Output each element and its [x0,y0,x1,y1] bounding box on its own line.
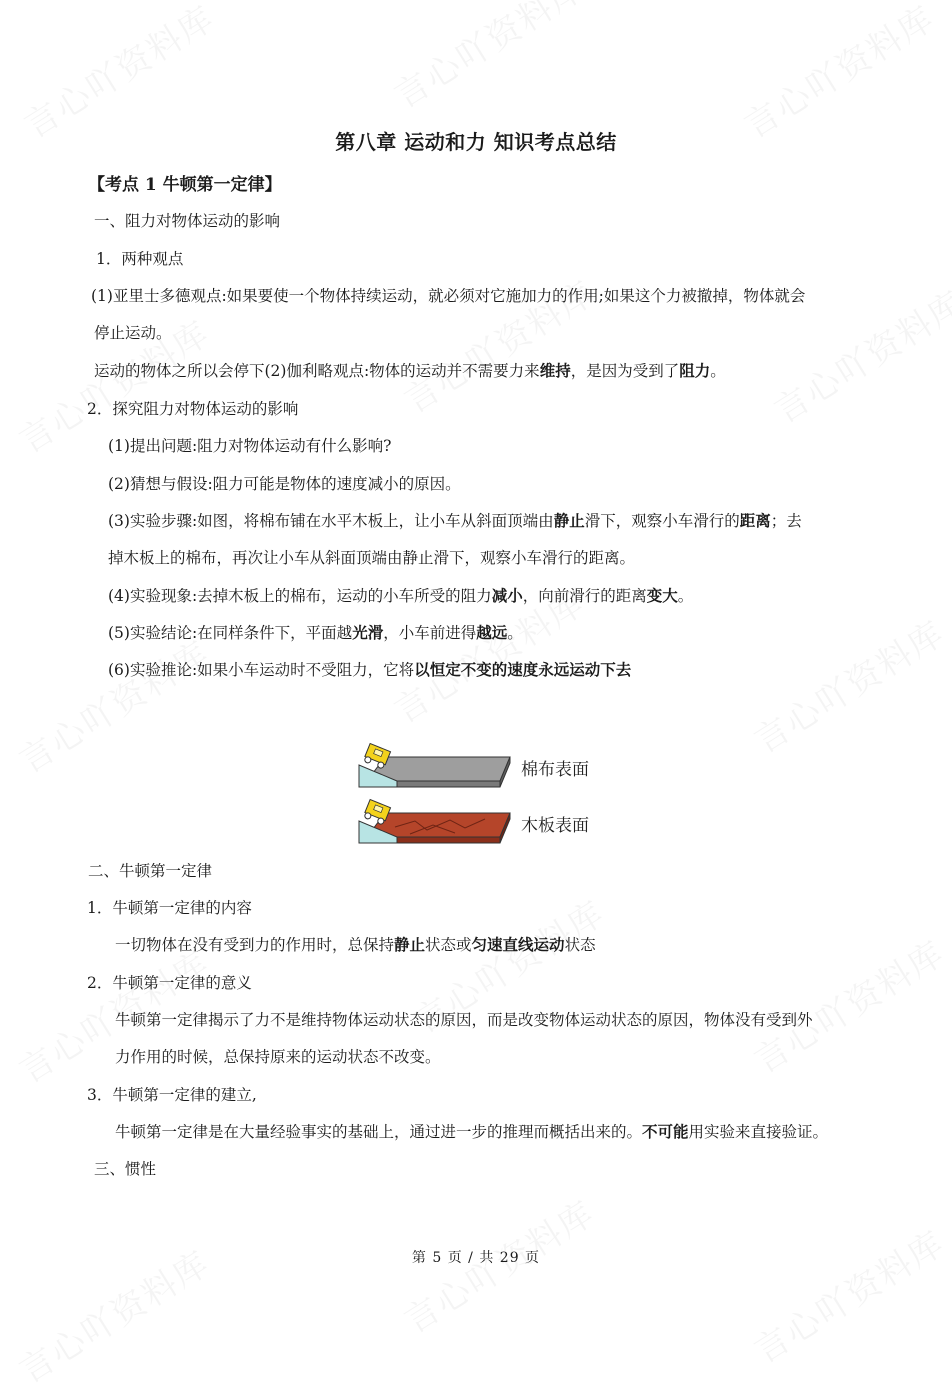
paragraph-line [108,586,693,606]
subsection-heading: 1．牛顿第一定律的内容 [87,899,252,917]
subsection-heading: 2．探究阻力对物体运动的影响 [87,400,299,418]
key-term: 匀速直线运动 [471,935,565,954]
cloth-board [359,743,589,787]
text-run: 一切物体在没有受到力的作用时，总保持 [115,936,395,954]
section-heading: 二、牛顿第一定律 [88,862,213,880]
page-footer: 第 5 页 / 共 29 页 [411,1250,541,1266]
cloth-label: 棉布表面 [521,760,589,780]
key-term: 以恒定不变的速度永远运动下去 [414,660,632,679]
text-run: 。 [507,624,523,642]
key-term: 越远 [476,623,508,642]
watermark [743,1216,952,1372]
key-term: 静止 [394,935,426,954]
paragraph-line: 牛顿第一定律揭示了力不是维持物体运动状态的原因，而是改变物体运动状态的原因，物体没有受到外 [115,1011,813,1029]
page-title: 第八章 运动和力 知识考点总结 [335,130,617,154]
key-term: 维持 [539,361,571,380]
paragraph-line: (1)亚里士多德观点:如果要使一个物体持续运动，就必须对它施加力的作用;如果这个力被撤掉，物体就会 [91,287,806,305]
key-term: 距离 [739,511,771,530]
paragraph-line [115,1122,828,1142]
key-term: 阻力 [679,361,711,380]
key-term: 静止 [553,511,585,530]
text-run: 运动的物体之所以会停下(2)伽利略观点:物体的运动并不需要力来 [94,362,540,380]
watermark [743,926,952,1082]
subsection-heading: 2．牛顿第一定律的意义 [87,974,252,992]
kaodian-heading: 【考点 1 牛顿第一定律】 [88,175,282,195]
paragraph-line: 掉木板上的棉布，再次让小车从斜面顶端由静止滑下，观察小车滑行的距离。 [108,549,636,567]
key-term: 变大 [646,586,678,605]
paragraph-line [108,511,802,531]
paragraph-line: (1)提出问题:阻力对物体运动有什么影响? [108,437,392,455]
paragraph-line: 力作用的时候，总保持原来的运动状态不改变。 [115,1048,441,1066]
subsection-heading: 1．两种观点 [96,250,184,268]
text-run: 。 [710,362,726,380]
key-term: 光滑 [352,623,384,642]
text-run: ，是因为受到了 [570,362,680,380]
subsection-heading: 3．牛顿第一定律的建立, [87,1086,257,1104]
paragraph-line [108,623,523,643]
text-run: (3)实验步骤:如图，将棉布铺在水平木板上，让小车从斜面顶端由 [108,512,554,530]
paragraph-line: (2)猜想与假设:阻力可能是物体的速度减小的原因。 [108,475,461,493]
key-term: 减小 [491,586,523,605]
text-run: (6)实验推论:如果小车运动时不受阻力，它将 [108,661,415,679]
text-run: ；去 [770,512,802,530]
text-run: (4)实验现象:去掉木板上的棉布，运动的小车所受的阻力 [108,587,492,605]
experiment-figure [355,735,615,850]
text-run: (5)实验结论:在同样条件下，平面越 [108,624,353,642]
text-run: ，向前滑行的距离 [522,587,647,605]
paragraph-line [94,361,726,381]
watermark [383,0,592,118]
watermark [743,606,952,762]
watermark [8,626,217,782]
text-run: ，小车前进得 [383,624,477,642]
section-heading: 三、惯性 [94,1160,157,1178]
section-heading: 一、阻力对物体运动的影响 [94,212,281,230]
text-run: 牛顿第一定律是在大量经验事实的基础上，通过进一步的推理而概括出来的。 [115,1123,643,1141]
text-run: 状态或 [425,936,472,954]
wood-label: 木板表面 [521,816,589,836]
paragraph-line [115,935,596,955]
paragraph-line: 停止运动。 [94,324,172,342]
text-run: 用实验来直接验证。 [688,1123,829,1141]
key-term: 不可能 [642,1122,689,1141]
text-run: 滑下，观察小车滑行的 [584,512,740,530]
text-run: 状态 [564,936,596,954]
wood-board [359,799,589,843]
text-run: 。 [677,587,694,605]
paragraph-line [108,660,631,680]
